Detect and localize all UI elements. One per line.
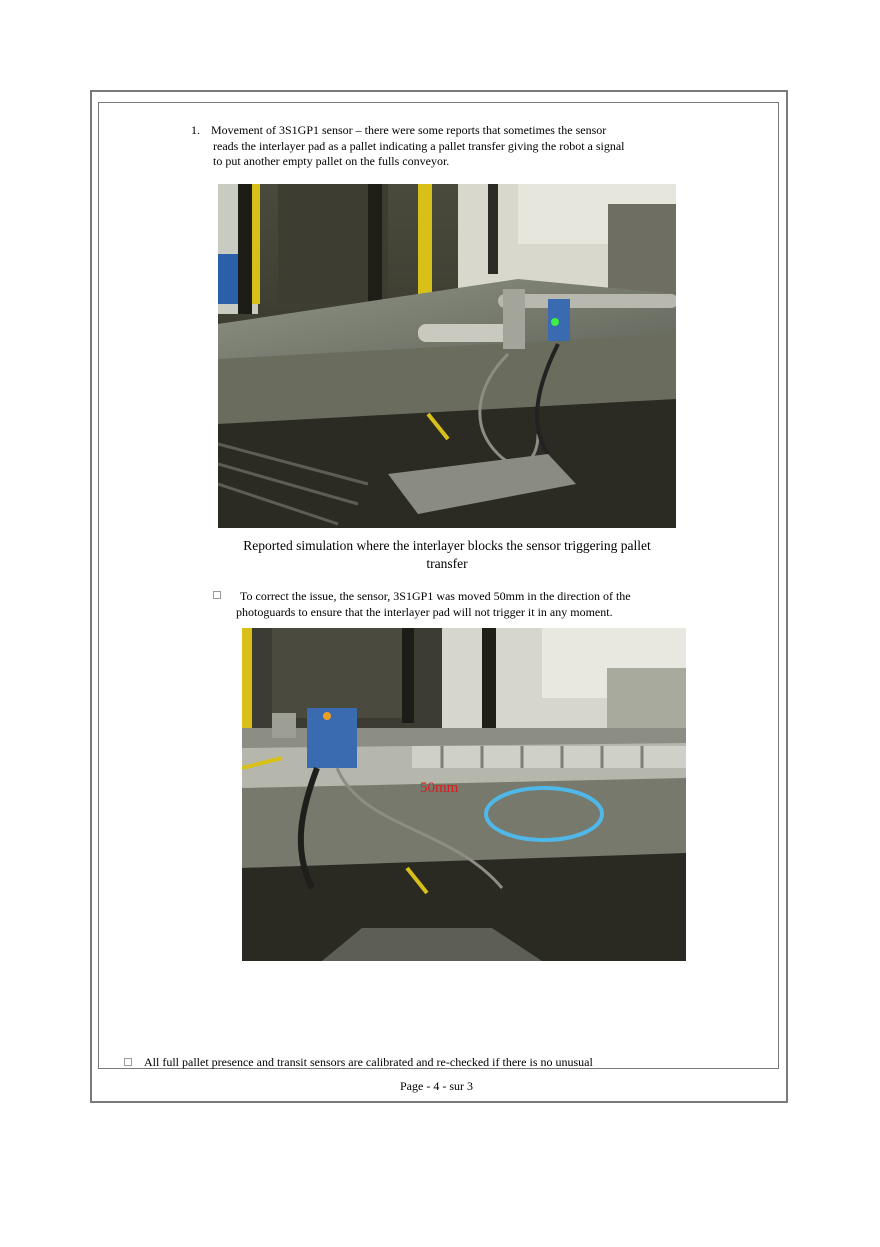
offset-annotation-label: 50mm <box>420 780 459 796</box>
sensor-photo-before <box>218 184 676 528</box>
item1-line-2: reads the interlayer pad as a pallet indicating a pallet transfer giving the robot a signal <box>213 139 625 153</box>
page-number: Page - 4 - sur 3 <box>400 1079 473 1093</box>
item1-line-1: Movement of 3S1GP1 sensor – there were some reports that sometimes the sensor <box>211 123 607 137</box>
fix-line-2: photoguards to ensure that the interlayer pad will not trigger it in any moment. <box>236 605 613 619</box>
fix-line-1: To correct the issue, the sensor, 3S1GP1 was moved 50mm in the direction of the <box>240 589 631 603</box>
bottom-bullet-text: All full pallet presence and transit sensors are calibrated and re-checked if there is no unusual <box>144 1055 593 1069</box>
checkbox-bullet-icon <box>213 591 221 599</box>
photo1-caption-line-1: Reported simulation where the interlayer blocks the sensor triggering pallet <box>243 538 651 553</box>
item1-line-3: to put another empty pallet on the fulls conveyor. <box>213 154 450 168</box>
list-number: 1. <box>191 123 200 137</box>
checkbox-bullet-icon <box>124 1058 132 1066</box>
photo1-caption-line-2: transfer <box>426 556 468 571</box>
sensor-photo-after <box>242 628 686 961</box>
